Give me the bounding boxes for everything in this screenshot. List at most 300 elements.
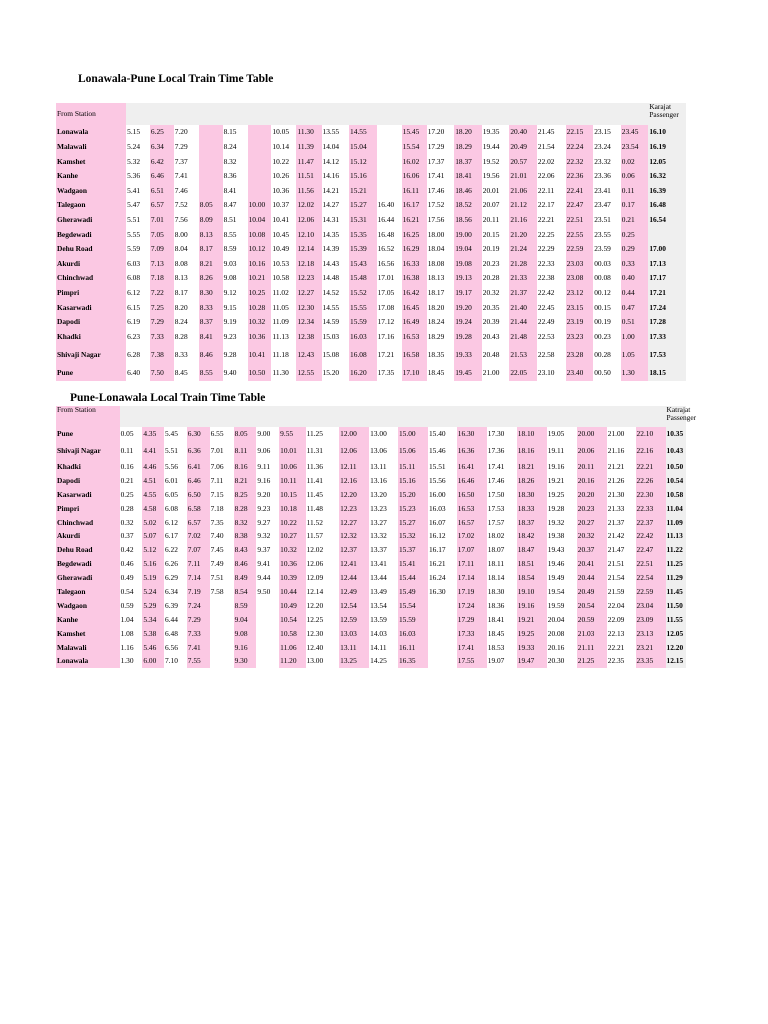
time-cell: 11.05 <box>271 300 296 315</box>
time-cell: 0.25 <box>120 488 143 502</box>
time-cell: 20.11 <box>482 213 510 228</box>
time-cell: 19.04 <box>454 242 482 257</box>
table-row <box>56 427 686 441</box>
time-cell: 10.36 <box>271 183 296 198</box>
time-cell: 15.08 <box>322 344 350 366</box>
time-cell: 11.56 <box>296 183 321 198</box>
time-cell: 00.28 <box>593 344 621 366</box>
time-cell: 10.12 <box>248 242 272 257</box>
time-cell <box>256 599 279 613</box>
header-blank-cell <box>279 406 305 427</box>
time-cell: 15.45 <box>402 125 427 140</box>
time-cell: 23.04 <box>636 599 666 613</box>
time-cell: 8.36 <box>223 169 248 184</box>
time-cell: 17.41 <box>487 460 517 474</box>
last-train-time: 17.28 <box>648 315 686 330</box>
time-cell: 11.52 <box>306 515 340 529</box>
header-blank-cell <box>457 406 487 427</box>
last-train-time: 11.45 <box>666 585 686 599</box>
time-cell: 17.14 <box>457 571 487 585</box>
time-cell: 1.08 <box>120 627 143 641</box>
time-cell: 8.04 <box>174 242 199 257</box>
table-row <box>56 441 686 460</box>
time-cell: 18.30 <box>517 488 547 502</box>
time-cell: 20.19 <box>482 242 510 257</box>
table-row <box>56 640 686 654</box>
time-cell: 00.08 <box>593 271 621 286</box>
time-cell: 6.39 <box>164 599 187 613</box>
time-cell: 10.15 <box>279 488 305 502</box>
time-cell: 20.49 <box>509 140 537 155</box>
time-cell: 22.21 <box>636 460 666 474</box>
station-name: Kanhe <box>56 169 126 184</box>
time-cell: 12.16 <box>339 474 369 488</box>
time-cell: 23.19 <box>566 315 594 330</box>
time-cell: 15.06 <box>398 441 428 460</box>
time-cell: 17.02 <box>457 529 487 543</box>
time-cell <box>210 613 234 627</box>
header-blank-cell <box>547 406 577 427</box>
time-cell: 12.43 <box>296 344 321 366</box>
time-cell: 8.54 <box>234 585 257 599</box>
time-cell: 19.59 <box>547 599 577 613</box>
time-cell: 10.28 <box>248 300 272 315</box>
time-cell: 22.51 <box>636 557 666 571</box>
time-cell: 15.32 <box>398 529 428 543</box>
time-cell: 6.58 <box>187 502 210 516</box>
station-name: Kasarwadi <box>56 488 120 502</box>
time-cell: 18.37 <box>517 515 547 529</box>
time-cell: 20.08 <box>547 627 577 641</box>
time-cell: 14.52 <box>322 286 350 301</box>
last-train-time: 17.33 <box>648 329 686 344</box>
time-cell: 0.05 <box>120 427 143 441</box>
time-cell: 11.36 <box>306 460 340 474</box>
time-cell: 7.29 <box>187 613 210 627</box>
time-cell: 8.46 <box>199 344 223 366</box>
time-cell: 22.17 <box>537 198 566 213</box>
table-row <box>56 627 686 641</box>
time-cell: 8.09 <box>199 213 223 228</box>
header-blank-cell <box>164 406 187 427</box>
time-cell: 16.33 <box>402 256 427 271</box>
time-cell: 11.47 <box>296 154 321 169</box>
time-cell: 12.55 <box>296 366 321 381</box>
time-cell: 12.09 <box>306 571 340 585</box>
last-train-time: 17.21 <box>648 286 686 301</box>
time-cell: 8.43 <box>234 543 257 557</box>
time-cell: 12.41 <box>339 557 369 571</box>
time-cell: 19.32 <box>547 515 577 529</box>
time-cell: 8.28 <box>174 329 199 344</box>
time-cell: 21.54 <box>537 140 566 155</box>
time-cell: 19.45 <box>454 366 482 381</box>
time-cell: 19.38 <box>547 529 577 543</box>
time-cell: 5.56 <box>164 460 187 474</box>
time-cell: 0.37 <box>120 529 143 543</box>
time-cell: 16.17 <box>428 543 457 557</box>
time-cell: 18.51 <box>517 557 547 571</box>
time-cell: 17.46 <box>487 474 517 488</box>
last-train-time: 10.58 <box>666 488 686 502</box>
time-cell: 20.20 <box>577 488 607 502</box>
time-cell: 12.14 <box>296 242 321 257</box>
time-cell: 11.25 <box>306 427 340 441</box>
table-row <box>56 515 686 529</box>
time-cell: 18.16 <box>517 441 547 460</box>
time-cell: 5.15 <box>126 125 150 140</box>
table-row <box>56 286 686 301</box>
time-cell: 17.10 <box>402 366 427 381</box>
time-cell: 4.55 <box>142 488 164 502</box>
time-cell: 5.29 <box>142 599 164 613</box>
time-cell: 00.19 <box>593 315 621 330</box>
station-name: Dehu Road <box>56 543 120 557</box>
time-cell: 10.45 <box>271 227 296 242</box>
time-cell: 6.34 <box>150 140 174 155</box>
time-cell: 20.54 <box>577 599 607 613</box>
time-cell: 6.03 <box>126 256 150 271</box>
station-name: Chinchwad <box>56 271 126 286</box>
time-cell: 16.48 <box>377 227 402 242</box>
table-row <box>56 502 686 516</box>
time-cell: 19.33 <box>454 344 482 366</box>
time-cell: 16.53 <box>457 502 487 516</box>
time-cell: 5.55 <box>126 227 150 242</box>
time-cell: 5.51 <box>164 441 187 460</box>
time-cell: 20.06 <box>577 441 607 460</box>
time-cell: 8.11 <box>234 441 257 460</box>
last-train-time: 12.05 <box>666 627 686 641</box>
time-cell <box>210 640 234 654</box>
time-cell: 21.26 <box>607 474 636 488</box>
time-cell: 16.12 <box>428 529 457 543</box>
time-cell: 20.23 <box>577 502 607 516</box>
time-cell: 21.53 <box>509 344 537 366</box>
time-cell: 18.54 <box>517 571 547 585</box>
time-cell: 19.54 <box>547 585 577 599</box>
table-row <box>56 529 686 543</box>
time-cell: 8.55 <box>199 366 223 381</box>
header-blank-cell <box>482 103 510 125</box>
last-train-time: 16.39 <box>648 183 686 198</box>
time-cell: 6.23 <box>126 329 150 344</box>
time-cell: 5.46 <box>142 640 164 654</box>
last-train-time: 12.20 <box>666 640 686 654</box>
time-cell: 9.27 <box>256 515 279 529</box>
table-row <box>56 474 686 488</box>
last-train-time: 10.43 <box>666 441 686 460</box>
time-cell: 20.40 <box>509 125 537 140</box>
time-cell: 15.31 <box>349 213 377 228</box>
time-cell: 9.41 <box>256 557 279 571</box>
time-cell: 9.16 <box>256 474 279 488</box>
time-cell: 12.00 <box>339 427 369 441</box>
time-cell: 15.44 <box>398 571 428 585</box>
time-cell: 7.29 <box>150 315 174 330</box>
time-cell: 14.21 <box>322 183 350 198</box>
time-cell: 21.47 <box>607 543 636 557</box>
table-row <box>56 613 686 627</box>
time-cell: 16.45 <box>402 300 427 315</box>
time-cell: 9.08 <box>234 627 257 641</box>
time-cell: 20.01 <box>482 183 510 198</box>
time-cell: 22.59 <box>566 242 594 257</box>
time-cell: 9.12 <box>223 286 248 301</box>
header-blank-cell <box>621 103 649 125</box>
time-cell: 22.29 <box>537 242 566 257</box>
time-cell: 21.16 <box>607 441 636 460</box>
time-cell: 10.32 <box>248 315 272 330</box>
time-cell: 15.16 <box>398 474 428 488</box>
time-cell: 9.40 <box>223 366 248 381</box>
time-cell: 6.36 <box>187 441 210 460</box>
time-cell: 7.14 <box>187 571 210 585</box>
last-train-time: 16.32 <box>648 169 686 184</box>
time-cell: 12.34 <box>296 315 321 330</box>
last-train-time: 16.54 <box>648 213 686 228</box>
station-name: Malawali <box>56 640 120 654</box>
last-train-time <box>648 227 686 242</box>
table-row <box>56 125 686 140</box>
time-cell: 11.31 <box>306 441 340 460</box>
time-cell: 19.47 <box>517 654 547 668</box>
time-cell: 11.09 <box>271 315 296 330</box>
time-cell: 9.06 <box>256 441 279 460</box>
time-cell: 17.55 <box>457 654 487 668</box>
time-cell: 15.04 <box>349 140 377 155</box>
time-cell: 18.10 <box>517 427 547 441</box>
time-cell: 18.47 <box>517 543 547 557</box>
time-cell: 7.33 <box>187 627 210 641</box>
header-row <box>56 406 686 427</box>
time-cell: 12.27 <box>339 515 369 529</box>
table-row <box>56 198 686 213</box>
time-cell: 10.14 <box>271 140 296 155</box>
station-name: Khadki <box>56 329 126 344</box>
time-cell: 6.12 <box>164 515 187 529</box>
station-name: Akurdi <box>56 529 120 543</box>
time-cell: 4.41 <box>142 441 164 460</box>
time-cell: 6.34 <box>164 585 187 599</box>
time-cell: 16.02 <box>402 154 427 169</box>
time-cell: 9.20 <box>256 488 279 502</box>
time-cell: 6.57 <box>150 198 174 213</box>
time-cell: 15.52 <box>349 286 377 301</box>
header-blank-cell <box>509 103 537 125</box>
time-cell: 15.37 <box>398 543 428 557</box>
time-cell: 23.15 <box>593 125 621 140</box>
time-cell: 8.26 <box>199 271 223 286</box>
time-cell: 15.59 <box>398 613 428 627</box>
time-cell: 6.15 <box>126 300 150 315</box>
time-cell: 5.12 <box>142 543 164 557</box>
time-cell: 16.50 <box>457 488 487 502</box>
time-cell: 17.16 <box>377 329 402 344</box>
time-cell: 18.20 <box>454 125 482 140</box>
time-cell: 21.33 <box>607 502 636 516</box>
time-cell: 7.06 <box>210 460 234 474</box>
time-cell: 9.04 <box>234 613 257 627</box>
time-cell: 0.21 <box>120 474 143 488</box>
time-cell: 19.07 <box>487 654 517 668</box>
time-cell: 7.01 <box>210 441 234 460</box>
time-cell: 17.36 <box>487 441 517 460</box>
time-cell: 16.57 <box>457 515 487 529</box>
time-cell: 18.02 <box>487 529 517 543</box>
header-blank-cell <box>187 406 210 427</box>
header-blank-cell <box>306 406 340 427</box>
time-cell: 9.00 <box>256 427 279 441</box>
time-cell: 22.45 <box>537 300 566 315</box>
time-cell: 5.19 <box>142 571 164 585</box>
time-cell: 10.05 <box>271 125 296 140</box>
time-cell: 7.46 <box>174 183 199 198</box>
time-cell <box>248 154 272 169</box>
last-train-time: 10.54 <box>666 474 686 488</box>
time-cell: 6.41 <box>187 460 210 474</box>
time-cell: 7.24 <box>187 599 210 613</box>
time-cell: 10.41 <box>248 344 272 366</box>
time-cell: 18.17 <box>427 286 455 301</box>
time-cell: 22.13 <box>607 627 636 641</box>
time-cell: 19.44 <box>482 140 510 155</box>
time-cell: 12.54 <box>339 599 369 613</box>
time-cell: 0.59 <box>120 599 143 613</box>
station-name: Kasarwadi <box>56 300 126 315</box>
time-cell: 13.06 <box>369 441 398 460</box>
time-cell: 20.23 <box>482 256 510 271</box>
time-cell: 13.25 <box>339 654 369 668</box>
time-cell: 8.17 <box>174 286 199 301</box>
time-cell: 0.17 <box>621 198 649 213</box>
time-cell: 22.37 <box>636 515 666 529</box>
header-station: From Station <box>56 103 126 125</box>
header-blank-cell <box>199 103 223 125</box>
time-cell: 10.16 <box>248 256 272 271</box>
time-cell: 12.18 <box>296 256 321 271</box>
time-cell: 0.25 <box>621 227 649 242</box>
time-cell: 7.55 <box>187 654 210 668</box>
time-cell: 6.22 <box>164 543 187 557</box>
time-cell: 5.51 <box>126 213 150 228</box>
time-cell: 8.41 <box>223 183 248 198</box>
time-cell: 14.55 <box>322 300 350 315</box>
time-cell: 16.36 <box>457 441 487 460</box>
time-cell: 22.53 <box>537 329 566 344</box>
station-name: Wadgaon <box>56 183 126 198</box>
time-cell: 8.32 <box>223 154 248 169</box>
header-blank-cell <box>454 103 482 125</box>
time-cell: 7.51 <box>210 571 234 585</box>
time-cell: 21.00 <box>482 366 510 381</box>
time-cell: 7.15 <box>210 488 234 502</box>
time-cell: 12.23 <box>339 502 369 516</box>
header-blank-cell <box>210 406 234 427</box>
time-cell: 20.30 <box>547 654 577 668</box>
time-cell: 0.51 <box>621 315 649 330</box>
time-cell: 22.02 <box>537 154 566 169</box>
last-train-time: 10.50 <box>666 460 686 474</box>
station-name: Talegaon <box>56 198 126 213</box>
time-cell: 6.56 <box>164 640 187 654</box>
time-cell: 18.53 <box>487 640 517 654</box>
time-cell: 12.25 <box>306 613 340 627</box>
time-cell: 21.54 <box>607 571 636 585</box>
time-cell: 17.33 <box>457 627 487 641</box>
time-cell: 12.37 <box>339 543 369 557</box>
time-cell: 12.38 <box>296 329 321 344</box>
time-cell: 11.45 <box>306 488 340 502</box>
time-cell: 19.10 <box>517 585 547 599</box>
time-cell: 8.05 <box>234 427 257 441</box>
time-cell <box>377 154 402 169</box>
time-cell: 17.24 <box>457 599 487 613</box>
header-blank-cell <box>256 406 279 427</box>
time-cell: 23.15 <box>566 300 594 315</box>
time-cell: 6.55 <box>210 427 234 441</box>
time-cell: 21.51 <box>607 557 636 571</box>
time-cell: 10.25 <box>248 286 272 301</box>
time-cell: 11.02 <box>271 286 296 301</box>
time-cell: 8.13 <box>174 271 199 286</box>
time-cell: 20.57 <box>509 154 537 169</box>
time-cell: 9.23 <box>256 502 279 516</box>
table-row <box>56 557 686 571</box>
header-blank-cell <box>607 406 636 427</box>
time-cell: 12.20 <box>339 488 369 502</box>
time-cell: 17.41 <box>427 169 455 184</box>
time-cell: 6.46 <box>187 474 210 488</box>
time-cell: 22.21 <box>607 640 636 654</box>
time-cell: 18.36 <box>487 599 517 613</box>
time-cell: 20.00 <box>577 427 607 441</box>
time-cell: 21.01 <box>509 169 537 184</box>
time-cell: 19.00 <box>454 227 482 242</box>
time-cell <box>210 627 234 641</box>
header-blank-cell <box>120 406 143 427</box>
time-cell: 12.30 <box>296 300 321 315</box>
time-cell: 0.54 <box>120 585 143 599</box>
time-cell: 6.29 <box>164 571 187 585</box>
time-cell: 19.13 <box>454 271 482 286</box>
time-cell: 23.24 <box>593 140 621 155</box>
time-cell: 18.24 <box>427 315 455 330</box>
time-cell <box>428 613 457 627</box>
header-blank-cell <box>566 103 594 125</box>
time-cell: 19.21 <box>547 474 577 488</box>
time-cell: 22.30 <box>636 488 666 502</box>
time-cell: 10.11 <box>279 474 305 488</box>
time-cell: 17.05 <box>377 286 402 301</box>
table-row <box>56 344 686 366</box>
time-cell: 15.03 <box>322 329 350 344</box>
time-cell: 8.08 <box>174 256 199 271</box>
time-cell: 22.15 <box>566 125 594 140</box>
time-cell: 8.33 <box>174 344 199 366</box>
station-name: Kanhe <box>56 613 120 627</box>
time-cell: 23.32 <box>593 154 621 169</box>
time-cell: 6.05 <box>164 488 187 502</box>
time-cell: 22.05 <box>509 366 537 381</box>
time-cell <box>248 169 272 184</box>
time-cell: 18.14 <box>487 571 517 585</box>
time-cell: 10.27 <box>279 529 305 543</box>
header-blank-cell <box>126 103 150 125</box>
time-cell: 20.04 <box>547 613 577 627</box>
header-blank-cell <box>636 406 666 427</box>
time-cell: 19.28 <box>547 502 577 516</box>
